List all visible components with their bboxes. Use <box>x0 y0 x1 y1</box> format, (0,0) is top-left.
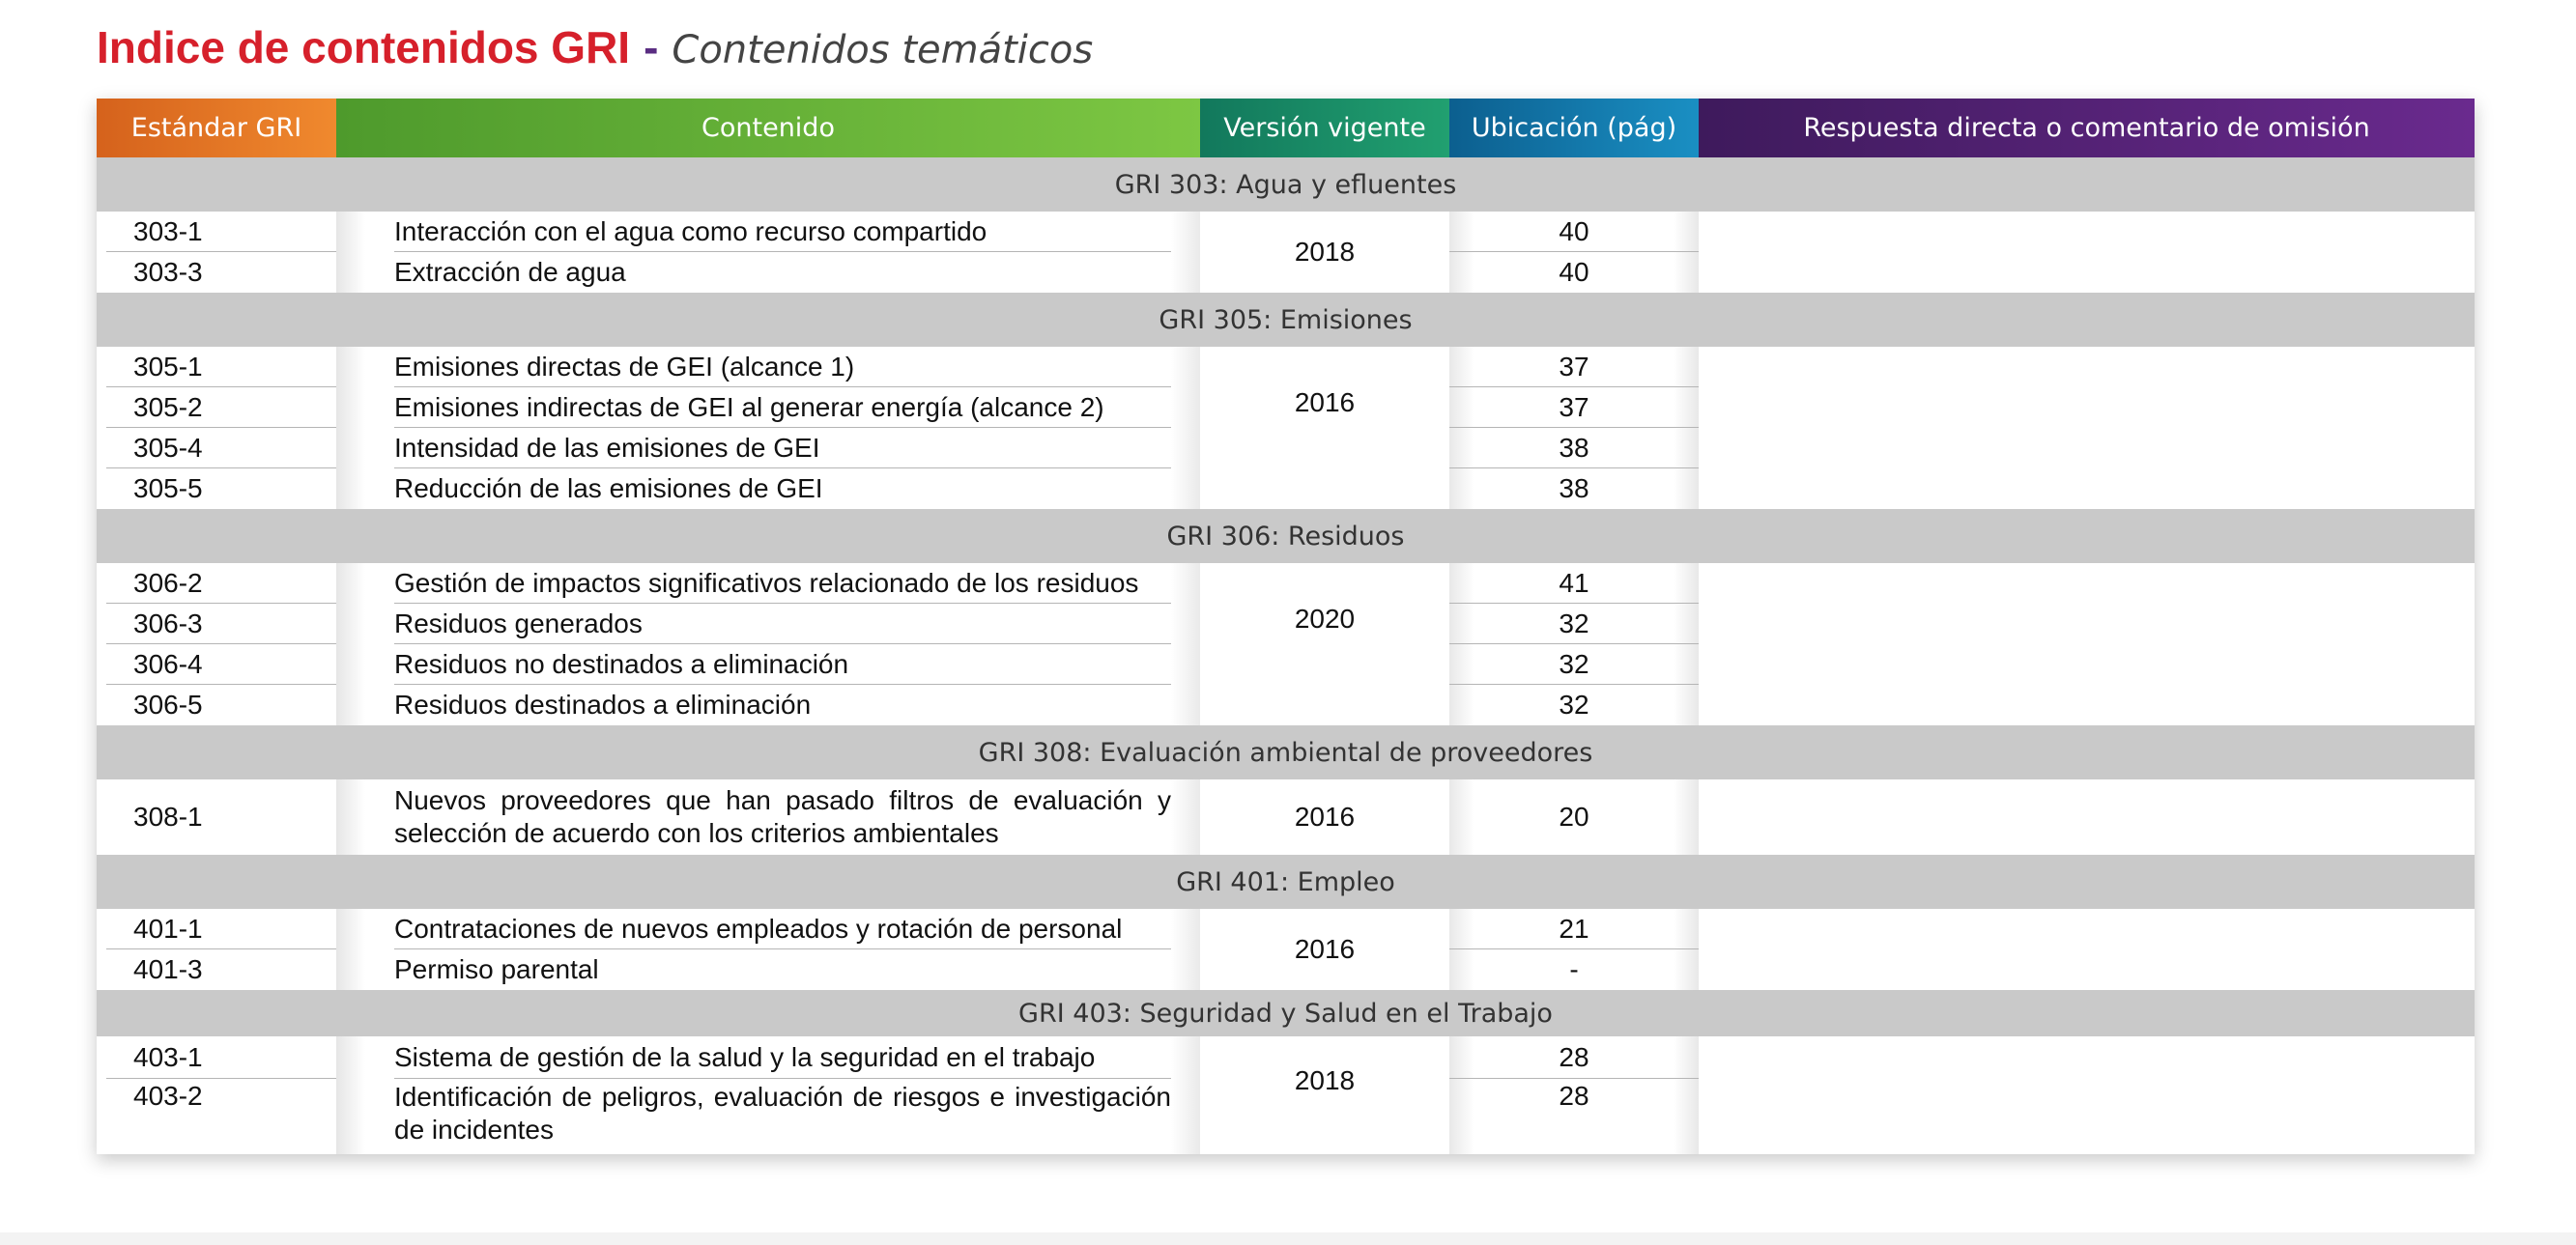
standard-code: 403-1 <box>106 1036 336 1079</box>
content-description: Sistema de gestión de la salud y la seguridad en el trabajo <box>394 1036 1171 1079</box>
page-title <box>97 21 1093 83</box>
standard-code: 308-1 <box>133 802 203 832</box>
section-header-gri-303: GRI 303: Agua y efluentes <box>97 157 2475 212</box>
page-number: 38 <box>1559 473 1589 503</box>
page-number: 21 <box>1449 909 1699 949</box>
content-column <box>336 909 1200 990</box>
response-cell <box>1699 909 2475 990</box>
page-number: 40 <box>1559 257 1589 287</box>
content-column <box>336 1036 1200 1154</box>
section-body-gri-306 <box>97 563 2475 725</box>
content-description: Residuos generados <box>394 604 1171 644</box>
content-column <box>336 212 1200 293</box>
version-cell: 2018 <box>1294 237 1356 267</box>
standard-column <box>97 779 336 855</box>
header-response: Respuesta directa o comentario de omisión <box>1699 99 2475 157</box>
page-column <box>1449 563 1699 725</box>
content-description <box>394 1079 1171 1154</box>
page-number: 28 <box>1449 1036 1699 1079</box>
standard-code: 303-3 <box>133 257 203 287</box>
standard-code: 306-5 <box>133 690 203 720</box>
version-cell: 2020 <box>1294 604 1356 634</box>
content-description: Residuos no destinados a eliminación <box>394 644 1171 685</box>
version-cell: 2016 <box>1294 934 1356 964</box>
section-body-gri-401 <box>97 909 2475 990</box>
content-column <box>336 779 1200 855</box>
standard-code: 401-1 <box>106 909 336 949</box>
content-description: Contrataciones de nuevos empleados y rotación de personal <box>394 909 1171 949</box>
content-description: Emisiones indirectas de GEI al generar energía (alcance 2) <box>394 387 1171 428</box>
version-cell: 2016 <box>1294 387 1356 417</box>
page-number: 41 <box>1449 563 1699 604</box>
page-number: 20 <box>1559 802 1589 832</box>
content-description: Extracción de agua <box>394 257 626 287</box>
version-cell: 2016 <box>1294 802 1356 832</box>
response-cell <box>1699 779 2475 855</box>
page-footer-band <box>0 1232 2576 1245</box>
page-column <box>1449 347 1699 509</box>
standard-code: 306-2 <box>106 563 336 604</box>
page-number: 32 <box>1449 604 1699 644</box>
page-column <box>1449 779 1699 855</box>
standard-code: 305-1 <box>106 347 336 387</box>
standard-code: 305-5 <box>133 473 203 503</box>
content-text: Identificación de peligros, evaluación de riesgos e investigación de incidentes <box>394 1082 1171 1145</box>
header-version: Versión vigente <box>1200 99 1449 157</box>
section-header-gri-401: GRI 401: Empleo <box>97 855 2475 909</box>
page-number: 32 <box>1449 644 1699 685</box>
content-text: Nuevos proveedores que han pasado filtros de evaluación y selección de acuerdo con los criterios ambientales <box>394 785 1171 848</box>
table-header-row <box>97 99 2475 157</box>
page-column <box>1449 212 1699 293</box>
header-content: Contenido <box>336 99 1200 157</box>
standard-code: 305-4 <box>106 428 336 468</box>
title-main: Indice de contenidos GRI <box>97 22 631 72</box>
standard-column <box>97 909 336 990</box>
section-header-gri-305: GRI 305: Emisiones <box>97 293 2475 347</box>
standard-code: 306-4 <box>106 644 336 685</box>
response-cell <box>1699 347 2475 509</box>
response-cell <box>1699 563 2475 725</box>
header-standard: Estándar GRI <box>97 99 336 157</box>
section-body-gri-303 <box>97 212 2475 293</box>
page-column <box>1449 909 1699 990</box>
title-separator: - <box>644 22 659 72</box>
standard-column <box>97 212 336 293</box>
section-header-gri-306: GRI 306: Residuos <box>97 509 2475 563</box>
content-description: Residuos destinados a eliminación <box>394 690 812 720</box>
title-subtitle: Contenidos temáticos <box>672 28 1094 72</box>
standard-code: 306-3 <box>106 604 336 644</box>
section-header-gri-308: GRI 308: Evaluación ambiental de proveedores <box>97 725 2475 779</box>
page-number: 37 <box>1449 347 1699 387</box>
standard-code: 403-2 <box>133 1081 203 1111</box>
section-body-gri-305 <box>97 347 2475 509</box>
gri-content-index-table <box>97 99 2475 1154</box>
content-column <box>336 347 1200 509</box>
content-description: Gestión de impactos significativos relacionado de los residuos <box>394 563 1171 604</box>
response-cell <box>1699 212 2475 293</box>
content-description: Interacción con el agua como recurso compartido <box>394 212 1171 252</box>
standard-column <box>97 1036 336 1154</box>
standard-code: 303-1 <box>106 212 336 252</box>
section-body-gri-308 <box>97 779 2475 855</box>
content-description: Permiso parental <box>394 954 599 984</box>
content-description: Intensidad de las emisiones de GEI <box>394 428 1171 468</box>
content-description <box>394 779 1171 855</box>
page-number: 32 <box>1559 690 1589 720</box>
response-cell <box>1699 1036 2475 1154</box>
standard-code: 305-2 <box>106 387 336 428</box>
content-description: Reducción de las emisiones de GEI <box>394 473 823 503</box>
page-number: - <box>1569 954 1579 984</box>
version-cell: 2018 <box>1294 1065 1356 1095</box>
section-header-gri-403: GRI 403: Seguridad y Salud en el Trabajo <box>97 990 2475 1036</box>
standard-code: 401-3 <box>133 954 203 984</box>
section-body-gri-403 <box>97 1036 2475 1154</box>
page-number: 28 <box>1559 1081 1589 1111</box>
page-number: 38 <box>1449 428 1699 468</box>
header-location: Ubicación (pág) <box>1449 99 1699 157</box>
page-column <box>1449 1036 1699 1154</box>
page-number: 37 <box>1449 387 1699 428</box>
content-column <box>336 563 1200 725</box>
content-description: Emisiones directas de GEI (alcance 1) <box>394 347 1171 387</box>
page-number: 40 <box>1449 212 1699 252</box>
standard-column <box>97 563 336 725</box>
standard-column <box>97 347 336 509</box>
